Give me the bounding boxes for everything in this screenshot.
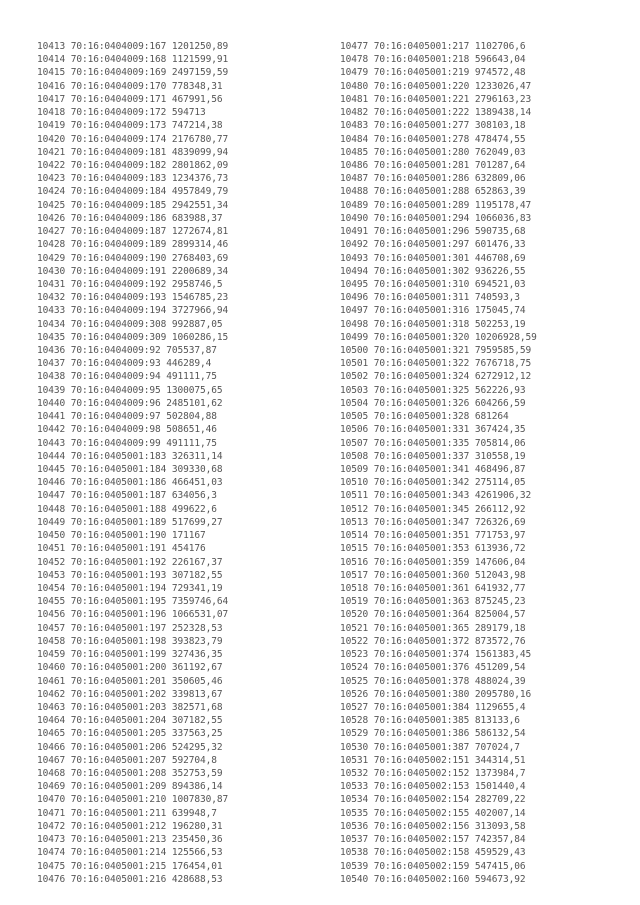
- record-line: 10523 70:16:0405001:374 1561383,45: [340, 649, 532, 661]
- record-line: 10414 70:16:0404009:168 1121599,91: [37, 54, 229, 66]
- record-line: 10501 70:16:0405001:322 7676718,75: [340, 358, 532, 370]
- record-line: 10535 70:16:0405002:155 402007,14: [340, 807, 526, 819]
- record-line: 10522 70:16:0405001:372 873572,76: [340, 635, 526, 647]
- record-line: 10434 70:16:0404009:308 992887,05: [37, 318, 223, 330]
- record-line: 10446 70:16:0405001:186 466451,03: [37, 477, 223, 489]
- record-line: 10498 70:16:0405001:318 502253,19: [340, 318, 526, 330]
- record-line: 10518 70:16:0405001:361 641932,77: [340, 582, 526, 594]
- record-line: 10506 70:16:0405001:331 367424,35: [340, 424, 526, 436]
- record-line: 10510 70:16:0405001:342 275114,05: [340, 477, 526, 489]
- record-line: 10505 70:16:0405001:328 681264: [340, 411, 509, 423]
- record-line: 10511 70:16:0405001:343 4261906,32: [340, 490, 532, 502]
- record-line: 10509 70:16:0405001:341 468496,87: [340, 464, 526, 475]
- record-line: 10452 70:16:0405001:192 226167,37: [37, 556, 223, 568]
- right-column: [340, 40, 537, 886]
- record-line: 10482 70:16:0405001:222 1389438,14: [340, 107, 532, 119]
- record-line: 10444 70:16:0405001:183 326311,14: [37, 450, 223, 462]
- record-line: 10430 70:16:0404009:191 2200689,34: [37, 265, 229, 277]
- record-line: 10512 70:16:0405001:345 266112,92: [340, 503, 526, 515]
- record-line: 10465 70:16:0405001:205 337563,25: [37, 728, 223, 740]
- record-line: 10440 70:16:0404009:96 2485101,62: [37, 397, 223, 409]
- record-line: 10424 70:16:0404009:184 4957849,79: [37, 186, 229, 198]
- record-line: 10478 70:16:0405001:218 596643,04: [340, 54, 526, 66]
- record-line: 10476 70:16:0405001:216 428688,53: [37, 873, 223, 885]
- record-line: 10528 70:16:0405001:385 813133,6: [340, 715, 520, 727]
- record-line: 10492 70:16:0405001:297 601476,33: [340, 239, 526, 251]
- record-line: 10427 70:16:0404009:187 1272674,81: [37, 226, 229, 238]
- record-line: 10464 70:16:0405001:204 307182,55: [37, 715, 223, 727]
- record-line: 10493 70:16:0405001:301 446708,69: [340, 252, 526, 264]
- record-line: 10472 70:16:0405001:212 196280,31: [37, 820, 223, 832]
- record-line: 10520 70:16:0405001:364 825004,57: [340, 609, 526, 621]
- record-line: 10429 70:16:0404009:190 2768403,69: [37, 252, 229, 264]
- record-line: 10419 70:16:0404009:173 747214,38: [37, 120, 223, 132]
- record-line: 10496 70:16:0405001:311 740593,3: [340, 292, 520, 304]
- record-line: 10486 70:16:0405001:281 701287,64: [340, 159, 526, 171]
- record-line: 10422 70:16:0404009:182 2801862,09: [37, 159, 229, 171]
- record-line: 10515 70:16:0405001:353 613936,72: [340, 543, 526, 555]
- record-line: 10454 70:16:0405001:194 729341,19: [37, 582, 223, 594]
- record-line: 10467 70:16:0405001:207 592704,8: [37, 754, 217, 766]
- left-column: [37, 40, 228, 886]
- record-line: 10431 70:16:0404009:192 2958746,5: [37, 278, 223, 290]
- record-line: 10525 70:16:0405001:378 488024,39: [340, 675, 526, 687]
- record-line: 10462 70:16:0405001:202 339813,67: [37, 688, 223, 700]
- record-line: 10413 70:16:0404009:167 1201250,89: [37, 41, 229, 52]
- record-line: 10466 70:16:0405001:206 524295,32: [37, 741, 223, 753]
- record-line: 10489 70:16:0405001:289 1195178,47: [340, 199, 532, 211]
- record-line: 10457 70:16:0405001:197 252328,53: [37, 622, 223, 634]
- record-line: 10495 70:16:0405001:310 694521,03: [340, 278, 526, 290]
- record-line: 10458 70:16:0405001:198 393823,79: [37, 635, 223, 647]
- record-line: 10530 70:16:0405001:387 707024,7: [340, 741, 520, 753]
- record-line: 10531 70:16:0405002:151 344314,51: [340, 754, 526, 766]
- record-line: 10533 70:16:0405002:153 1501440,4: [340, 781, 526, 793]
- record-line: 10436 70:16:0404009:92 705537,87: [37, 345, 217, 357]
- record-line: 10527 70:16:0405001:384 1129655,4: [340, 701, 526, 713]
- record-line: 10481 70:16:0405001:221 2796163,23: [340, 93, 532, 105]
- record-line: 10418 70:16:0404009:172 594713: [37, 107, 206, 119]
- record-line: 10475 70:16:0405001:215 176454,01: [37, 860, 223, 872]
- record-line: 10468 70:16:0405001:208 352753,59: [37, 768, 223, 780]
- record-line: 10448 70:16:0405001:188 499622,6: [37, 503, 217, 515]
- record-line: 10480 70:16:0405001:220 1233026,47: [340, 80, 532, 92]
- record-line: 10441 70:16:0404009:97 502804,88: [37, 411, 217, 423]
- record-line: 10521 70:16:0405001:365 289179,18: [340, 622, 526, 634]
- record-line: 10470 70:16:0405001:210 1007830,87: [37, 794, 229, 806]
- record-line: 10432 70:16:0404009:193 1546785,23: [37, 292, 229, 304]
- record-line: 10490 70:16:0405001:294 1066036,83: [340, 212, 532, 224]
- record-line: 10438 70:16:0404009:94 491111,75: [37, 371, 217, 383]
- record-line: 10534 70:16:0405002:154 282709,22: [340, 794, 526, 806]
- record-line: 10469 70:16:0405001:209 894386,14: [37, 781, 223, 793]
- record-line: 10455 70:16:0405001:195 7359746,64: [37, 596, 229, 608]
- record-line: 10460 70:16:0405001:200 361192,67: [37, 662, 223, 674]
- record-line: 10461 70:16:0405001:201 350605,46: [37, 675, 223, 687]
- record-line: 10453 70:16:0405001:193 307182,55: [37, 569, 223, 581]
- record-line: 10513 70:16:0405001:347 726326,69: [340, 516, 526, 528]
- record-line: 10485 70:16:0405001:280 762049,03: [340, 146, 526, 158]
- record-line: 10540 70:16:0405002:160 594673,92: [340, 873, 526, 885]
- record-line: 10537 70:16:0405002:157 742357,84: [340, 834, 526, 846]
- record-line: 10514 70:16:0405001:351 771753,97: [340, 530, 526, 542]
- record-line: 10539 70:16:0405002:159 547415,06: [340, 860, 526, 872]
- record-line: 10491 70:16:0405001:296 590735,68: [340, 226, 526, 238]
- record-line: 10443 70:16:0404009:99 491111,75: [37, 437, 217, 449]
- record-line: 10529 70:16:0405001:386 586132,54: [340, 728, 526, 740]
- record-line: 10526 70:16:0405001:380 2095780,16: [340, 688, 532, 700]
- record-line: 10497 70:16:0405001:316 175045,74: [340, 305, 526, 317]
- record-line: 10450 70:16:0405001:190 171167: [37, 530, 206, 542]
- record-line: 10456 70:16:0405001:196 1066531,07: [37, 609, 229, 621]
- record-line: 10500 70:16:0405001:321 7959585,59: [340, 345, 532, 357]
- record-line: 10416 70:16:0404009:170 778348,31: [37, 80, 223, 92]
- record-line: 10423 70:16:0404009:183 1234376,73: [37, 173, 229, 185]
- record-line: 10420 70:16:0404009:174 2176780,77: [37, 133, 229, 145]
- record-line: 10538 70:16:0405002:158 459529,43: [340, 847, 526, 859]
- record-line: 10474 70:16:0405001:214 125566,53: [37, 847, 223, 859]
- record-line: 10508 70:16:0405001:337 310558,19: [340, 450, 526, 462]
- record-line: 10479 70:16:0405001:219 974572,48: [340, 67, 526, 79]
- record-line: 10471 70:16:0405001:211 639948,7: [37, 807, 217, 819]
- record-line: 10507 70:16:0405001:335 705814,06: [340, 437, 526, 449]
- record-line: 10517 70:16:0405001:360 512043,98: [340, 569, 526, 581]
- record-line: 10437 70:16:0404009:93 446289,4: [37, 358, 212, 370]
- record-line: 10425 70:16:0404009:185 2942551,34: [37, 199, 229, 211]
- record-line: 10516 70:16:0405001:359 147606,04: [340, 556, 526, 568]
- record-line: 10421 70:16:0404009:181 4839099,94: [37, 146, 229, 158]
- record-line: 10504 70:16:0405001:326 604266,59: [340, 397, 526, 409]
- record-line: 10524 70:16:0405001:376 451209,54: [340, 662, 526, 674]
- record-line: 10449 70:16:0405001:189 517699,27: [37, 516, 223, 528]
- record-line: 10433 70:16:0404009:194 3727966,94: [37, 305, 229, 317]
- record-line: 10536 70:16:0405002:156 313093,58: [340, 820, 526, 832]
- record-line: 10484 70:16:0405001:278 478474,55: [340, 133, 526, 145]
- record-line: 10447 70:16:0405001:187 634056,3: [37, 490, 217, 502]
- record-line: 10435 70:16:0404009:309 1060286,15: [37, 331, 229, 343]
- record-line: 10503 70:16:0405001:325 562226,93: [340, 384, 526, 396]
- record-line: 10451 70:16:0405001:191 454176: [37, 543, 206, 555]
- record-line: 10439 70:16:0404009:95 1300075,65: [37, 384, 223, 396]
- record-line: 10463 70:16:0405001:203 382571,68: [37, 701, 223, 713]
- record-line: 10487 70:16:0405001:286 632809,06: [340, 173, 526, 185]
- record-line: 10494 70:16:0405001:302 936226,55: [340, 265, 526, 277]
- record-line: 10415 70:16:0404009:169 2497159,59: [37, 67, 229, 79]
- record-line: 10502 70:16:0405001:324 6272912,12: [340, 371, 532, 383]
- record-line: 10477 70:16:0405001:217 1102706,6: [340, 41, 526, 52]
- record-line: 10519 70:16:0405001:363 875245,23: [340, 596, 526, 608]
- record-line: 10532 70:16:0405002:152 1373984,7: [340, 768, 526, 780]
- record-line: 10442 70:16:0404009:98 508651,46: [37, 424, 217, 436]
- record-line: 10426 70:16:0404009:186 683988,37: [37, 212, 223, 224]
- record-line: 10473 70:16:0405001:213 235450,36: [37, 834, 223, 846]
- record-line: 10417 70:16:0404009:171 467991,56: [37, 93, 223, 105]
- record-line: 10428 70:16:0404009:189 2899314,46: [37, 239, 229, 251]
- record-line: 10445 70:16:0405001:184 309330,68: [37, 464, 223, 475]
- record-line: 10499 70:16:0405001:320 10206928,59: [340, 331, 537, 343]
- record-line: 10483 70:16:0405001:277 308103,18: [340, 120, 526, 132]
- record-line: 10459 70:16:0405001:199 327436,35: [37, 649, 223, 661]
- record-line: 10488 70:16:0405001:288 652863,39: [340, 186, 526, 198]
